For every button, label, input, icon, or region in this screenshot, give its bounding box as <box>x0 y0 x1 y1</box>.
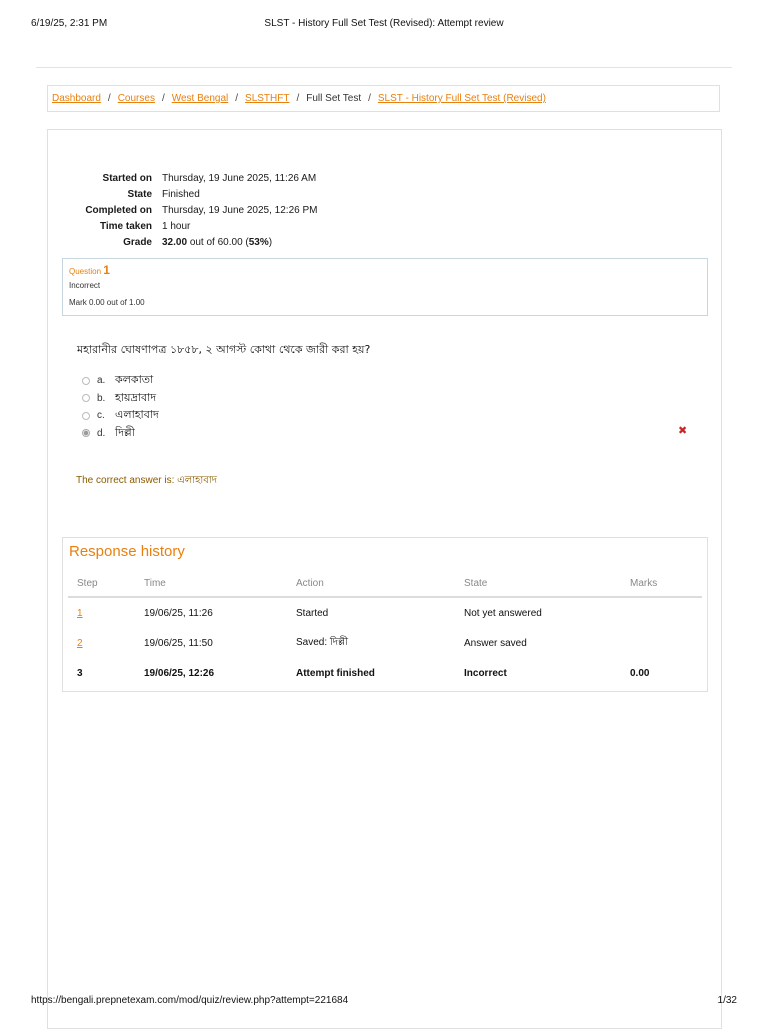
option-text: হায়দ্রাবাদ <box>115 390 157 404</box>
breadcrumb-full-set-test: Full Set Test <box>306 93 362 104</box>
col-action: Action <box>287 570 455 597</box>
row-time: 19/06/25, 11:26 <box>144 607 213 619</box>
print-url: https://bengali.prepnetexam.com/mod/quiz/review.php?attempt=221684 <box>31 995 349 1006</box>
step-link-2[interactable]: 2 <box>77 637 83 649</box>
grade-rest: out of 60.00 ( <box>189 237 249 248</box>
action-value: দিল্লী <box>329 636 349 648</box>
breadcrumb-west-bengal[interactable]: West Bengal <box>171 93 229 104</box>
breadcrumb-separator: / <box>235 93 239 104</box>
attempt-summary <box>62 171 317 251</box>
row-time: 19/06/25, 11:50 <box>144 637 213 649</box>
option-letter: b. <box>97 392 106 404</box>
row-state: Not yet answered <box>464 607 542 619</box>
state-label: State <box>127 189 152 200</box>
grade-label: Grade <box>123 237 152 248</box>
radio-c[interactable] <box>82 412 90 420</box>
breadcrumb-dashboard[interactable]: Dashboard <box>52 93 101 104</box>
row-action: Attempt finished <box>296 667 375 679</box>
time-taken-value: 1 hour <box>162 221 191 232</box>
breadcrumb-separator: / <box>107 93 111 104</box>
grade-percent: 53% <box>248 237 269 248</box>
option-letter: a. <box>97 375 106 387</box>
breadcrumb <box>47 85 720 112</box>
state-value: Finished <box>162 189 200 200</box>
row-marks: 0.00 <box>630 667 650 679</box>
breadcrumb-courses[interactable]: Courses <box>117 93 155 104</box>
radio-d-selected[interactable] <box>82 429 90 437</box>
row-step: 3 <box>77 667 83 679</box>
row-time: 19/06/25, 12:26 <box>144 667 215 679</box>
print-datetime: 6/19/25, 2:31 PM <box>31 18 108 29</box>
started-label: Started on <box>102 173 152 184</box>
summary-row-grade <box>62 235 317 251</box>
question-state: Incorrect <box>69 281 101 290</box>
col-state: State <box>455 570 621 597</box>
col-marks: Marks <box>621 570 702 597</box>
row-marks <box>621 628 702 658</box>
correct-answer <box>76 473 217 490</box>
breadcrumb-separator: / <box>296 93 300 104</box>
option-letter: c. <box>97 410 105 422</box>
breadcrumb-quiz[interactable]: SLST - History Full Set Test (Revised) <box>377 93 546 104</box>
grade-value <box>162 235 317 251</box>
question-mark: Mark 0.00 out of 1.00 <box>69 298 145 307</box>
radio-b[interactable] <box>82 394 90 402</box>
completed-value: Thursday, 19 June 2025, 12:26 PM <box>162 205 318 216</box>
col-time: Time <box>135 570 287 597</box>
option-text: এলাহাবাদ <box>115 408 159 422</box>
action-prefix: Saved: <box>296 636 330 648</box>
grade-close: ) <box>268 237 273 248</box>
row-state: Incorrect <box>464 667 507 679</box>
header-divider <box>36 67 732 68</box>
response-history-table <box>68 570 702 688</box>
row-action: Started <box>296 607 329 619</box>
started-value: Thursday, 19 June 2025, 11:26 AM <box>162 173 317 184</box>
correct-answer-value: এলাহাবাদ <box>177 475 217 486</box>
option-text: দিল্লী <box>115 425 135 439</box>
answer-options <box>82 372 159 442</box>
radio-a[interactable] <box>82 377 90 385</box>
print-title: SLST - History Full Set Test (Revised): Attempt review <box>264 18 504 29</box>
table-header-row <box>68 570 702 597</box>
row-marks <box>621 597 702 628</box>
question-label: Question <box>69 267 102 276</box>
breadcrumb-slsthft[interactable]: SLSTHFT <box>245 93 290 104</box>
summary-row-started <box>62 171 317 187</box>
row-state: Answer saved <box>464 637 527 649</box>
question-number-value: 1 <box>103 263 110 277</box>
summary-row-state <box>62 187 317 203</box>
cross-icon: ✖ <box>678 425 688 437</box>
completed-label: Completed on <box>85 205 152 216</box>
time-taken-label: Time taken <box>99 221 152 232</box>
answer-option-c[interactable] <box>82 407 159 425</box>
table-row <box>68 658 702 688</box>
print-page-number: 1/32 <box>717 995 737 1006</box>
option-text: কলকাতা <box>115 373 154 387</box>
table-row <box>68 597 702 628</box>
response-history-title: Response history <box>69 543 185 560</box>
grade-score: 32.00 <box>162 237 188 248</box>
summary-row-time <box>62 219 317 235</box>
answer-option-b[interactable] <box>82 390 159 408</box>
question-number <box>69 263 110 277</box>
breadcrumb-separator: / <box>161 93 165 104</box>
step-link-1[interactable]: 1 <box>77 607 83 619</box>
question-info <box>62 258 708 316</box>
summary-row-completed <box>62 203 317 219</box>
option-letter: d. <box>97 427 106 439</box>
answer-option-d[interactable] <box>82 425 159 443</box>
correct-answer-prefix: The correct answer is: <box>76 475 178 486</box>
question-text: মহারানীর ঘোষণাপত্র ১৮৫৮, ২ আগস্ট কোথা থেকে জারী করা হয়? <box>77 343 371 356</box>
row-action <box>287 628 455 658</box>
col-step: Step <box>68 570 135 597</box>
breadcrumb-separator: / <box>368 93 371 104</box>
response-history <box>62 537 708 692</box>
answer-option-a[interactable] <box>82 372 159 390</box>
table-row <box>68 628 702 658</box>
